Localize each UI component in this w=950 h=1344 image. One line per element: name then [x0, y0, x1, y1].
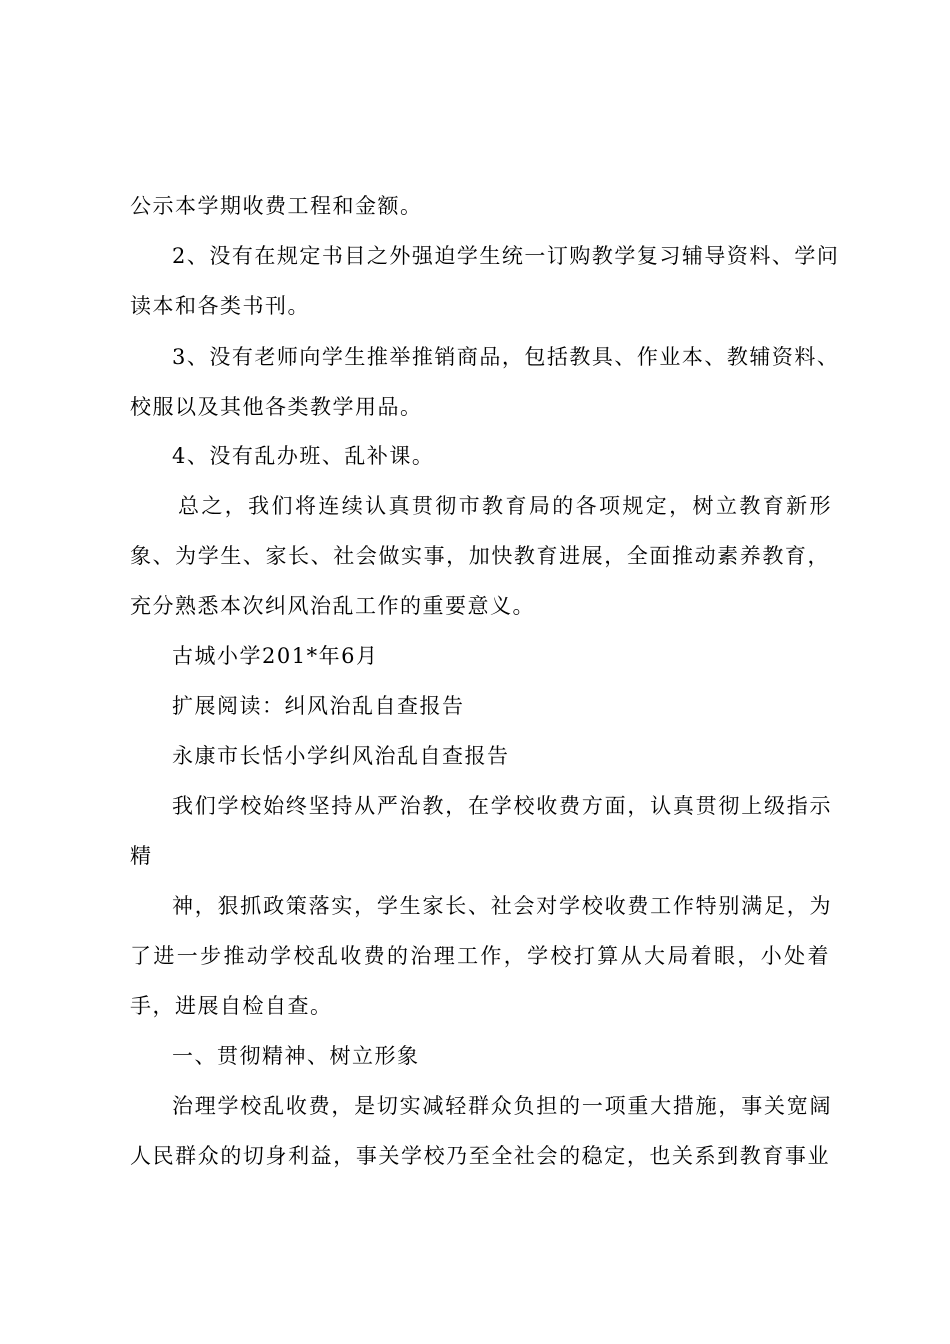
text-line: 2、没有在规定书目之外强迫学生统一订购教学复习辅导资料、学问 [172, 244, 840, 268]
text-line: 公示本学期收费工程和金额。 [130, 194, 423, 218]
text-line: 精 [130, 844, 153, 868]
text-line: 充分熟悉本次纠风治乱工作的重要意义。 [130, 594, 535, 618]
text-line: 治理学校乱收费，是切实减轻群众负担的一项重大措施，事关宽阔 [172, 1094, 832, 1118]
text-line: 4、没有乱办班、乱补课。 [172, 444, 435, 468]
text-line: 古城小学201*年6月 [172, 644, 379, 668]
text-line: 手，进展自检自查。 [130, 994, 333, 1018]
text-line: 读本和各类书刊。 [130, 294, 310, 318]
text-line: 永康市长恬小学纠风治乱自查报告 [172, 744, 510, 768]
text-line: 3、没有老师向学生推举推销商品，包括教具、作业本、教辅资料、 [172, 345, 840, 369]
text-line: 神，狠抓政策落实，学生家长、社会对学校收费工作特别满足，为 [172, 894, 832, 918]
text-line: 象、为学生、家长、社会做实事，加快教育进展，全面推动素养教育， [130, 544, 830, 568]
text-line: 扩展阅读：纠风治乱自查报告 [172, 694, 465, 718]
text-line: 总之，我们将连续认真贯彻市教育局的各项规定，树立教育新形 [178, 494, 832, 518]
text-line: 一、贯彻精神、树立形象 [172, 1044, 420, 1068]
text-line: 我们学校始终坚持从严治教，在学校收费方面，认真贯彻上级指示 [172, 794, 832, 818]
text-line: 校服以及其他各类教学用品。 [130, 395, 423, 419]
text-line: 人民群众的切身利益，事关学校乃至全社会的稳定，也关系到教育事业 [130, 1144, 830, 1168]
text-line: 了进一步推动学校乱收费的治理工作，学校打算从大局着眼，小处着 [130, 944, 830, 968]
